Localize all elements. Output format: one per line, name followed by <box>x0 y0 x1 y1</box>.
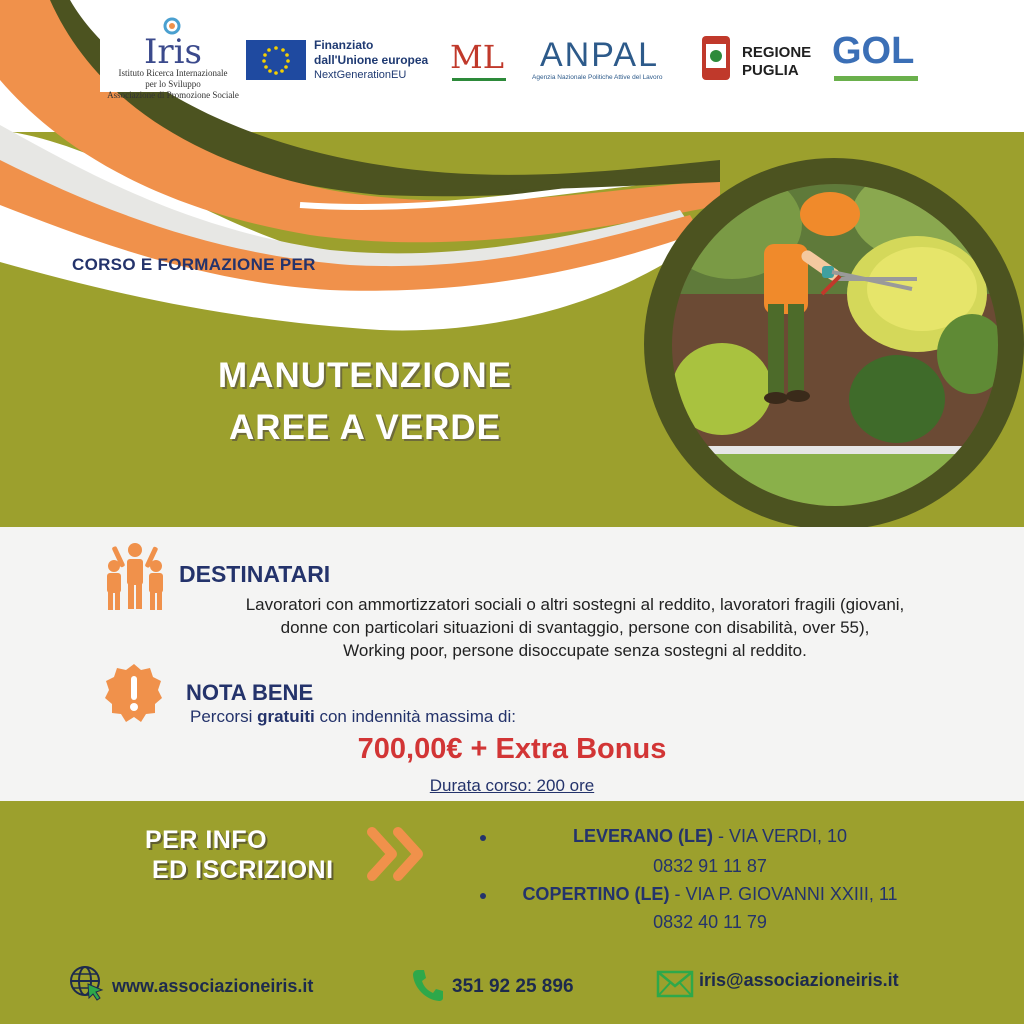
eu-logo <box>246 40 438 84</box>
iris-logo <box>104 16 242 102</box>
eu-line1: Finanziato <box>314 38 374 52</box>
per-info-label: PER INFO <box>145 826 268 854</box>
location-2-phone[interactable]: 0832 40 11 79 <box>653 912 767 932</box>
nota-bene-heading: NOTA BENE <box>186 680 314 705</box>
gol-underline <box>834 76 918 81</box>
gol-name: GOL <box>832 30 915 72</box>
envelope-icon <box>656 970 694 998</box>
percorsi-text <box>190 707 516 727</box>
location-2-city: COPERTINO (LE) <box>522 884 670 904</box>
iris-line2: per lo Sviluppo <box>145 79 201 89</box>
regione-puglia-logo <box>700 34 818 88</box>
ed-iscrizioni-label: ED ISCRIZIONI <box>152 856 334 884</box>
anpal-tagline: Agenzia Nazionale Politiche Attive del Lavoro <box>532 74 663 81</box>
email-link[interactable]: iris@associazioneiris.it <box>699 970 899 990</box>
course-title-line1: MANUTENZIONE <box>218 356 512 395</box>
exclamation-badge-icon <box>104 662 164 724</box>
percorsi-bold: gratuiti <box>257 707 315 726</box>
location-bullet-1 <box>480 835 486 841</box>
website-link[interactable]: www.associazioneiris.it <box>112 976 314 996</box>
course-title-line2: AREE A VERDE <box>229 408 501 447</box>
destinatari-line3: Working poor, persone disoccupate senza sostegni al reddito. <box>343 641 807 660</box>
destinatari-line2: donne con particolari situazioni di svantaggio, persone con disabilità, over 55), <box>280 618 870 637</box>
puglia-crest-icon <box>700 34 732 82</box>
regione-line1: REGIONE <box>742 44 812 61</box>
eu-line2: dall'Unione europea <box>314 53 429 67</box>
gardener-illustration <box>672 184 998 506</box>
location-2-street: - VIA P. GIOVANNI XXIII, 11 <box>674 884 898 904</box>
iris-name: Iris <box>144 32 203 72</box>
location-1-city: LEVERANO (LE) <box>572 826 713 846</box>
location-2-address <box>490 884 930 905</box>
eu-flag-icon <box>246 40 306 80</box>
globe-cursor-icon <box>68 964 106 1002</box>
course-subtitle: CORSO E FORMAZIONE PER <box>72 255 316 274</box>
gol-logo <box>830 30 922 86</box>
durata-corso <box>200 776 824 796</box>
percorsi-before: Percorsi <box>190 707 253 726</box>
iris-line1: Istituto Ricerca Internazionale <box>118 68 228 78</box>
durata-link: Durata corso: 200 ore <box>429 776 595 795</box>
regione-line2: PUGLIA <box>742 62 799 79</box>
ministero-underline <box>452 78 506 81</box>
gardener-photo <box>672 184 998 506</box>
anpal-logo <box>532 36 684 86</box>
percorsi-after: con indennità massima di: <box>319 707 516 726</box>
destinatari-text <box>150 593 1000 662</box>
eu-line3: NextGenerationEU <box>314 69 407 81</box>
location-1-street: - VIA VERDI, 10 <box>717 826 848 846</box>
anpal-name: ANPAL <box>540 36 659 74</box>
destinatari-line1: Lavoratori con ammortizzatori sociali o altri sostegni al reddito, lavoratori fragili (giovani, <box>245 595 905 614</box>
iris-line3: Associazione di Promozione Sociale <box>107 90 239 100</box>
destinatari-heading: DESTINATARI <box>179 561 331 587</box>
location-1-address <box>500 826 920 847</box>
location-1-phone[interactable]: 0832 91 11 87 <box>653 856 767 876</box>
phone-icon <box>412 968 444 1002</box>
phone-number[interactable]: 351 92 25 896 <box>452 976 574 997</box>
ministero-name: ML <box>450 38 505 76</box>
indennita-price: 700,00€ + Extra Bonus <box>357 733 667 765</box>
double-chevron-right-icon <box>366 826 430 882</box>
ministero-logo <box>446 38 510 88</box>
location-bullet-2 <box>480 893 486 899</box>
